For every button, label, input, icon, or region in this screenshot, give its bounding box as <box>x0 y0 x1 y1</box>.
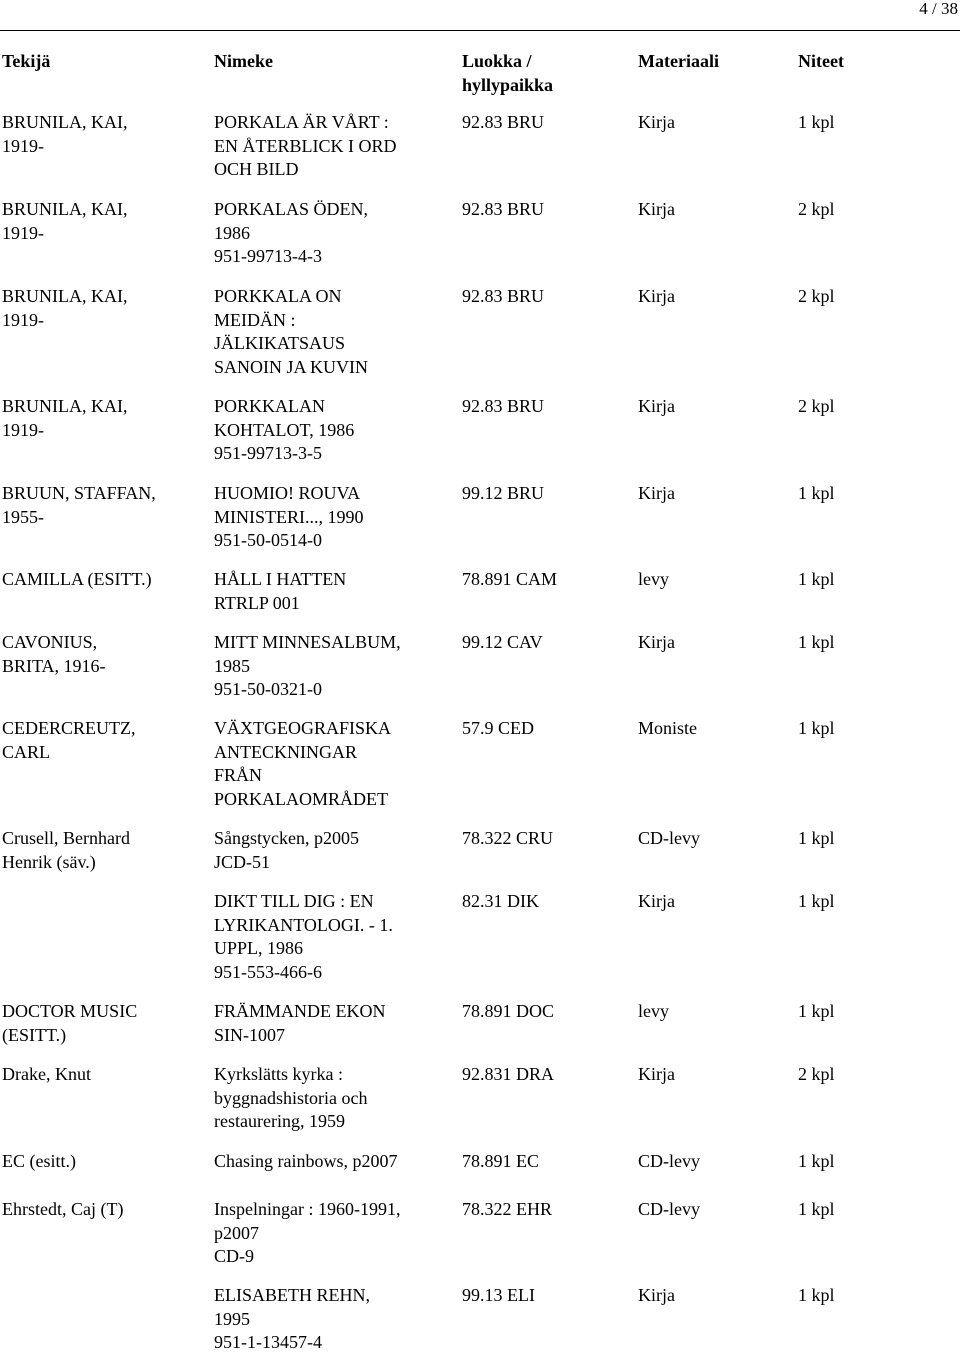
author-cell <box>2 285 202 332</box>
title-cell-line: PORKALA ÄR VÅRT : <box>214 112 389 132</box>
author-cell-line: DOCTOR MUSIC <box>2 1001 138 1021</box>
column-header-title: Nimeke <box>214 51 273 71</box>
material-cell: CD-levy <box>638 828 700 848</box>
material-cell: Moniste <box>638 718 698 738</box>
material-cell: Kirja <box>638 1064 675 1084</box>
material-cell: levy <box>638 569 669 589</box>
author-cell <box>2 827 202 874</box>
title-cell <box>214 285 454 379</box>
material-cell: Kirja <box>638 199 675 219</box>
title-cell-line: KOHTALOT, 1986 <box>214 419 355 440</box>
author-cell-line: BRUNILA, KAI, <box>2 112 128 132</box>
class-cell: 92.83 BRU <box>462 112 545 132</box>
author-cell-line: 1919- <box>2 135 44 156</box>
title-cell-line: SIN-1007 <box>214 1024 285 1045</box>
title-cell-line: SANOIN JA KUVIN <box>214 356 369 377</box>
title-cell <box>214 198 454 269</box>
title-cell-line: 951-50-0514-0 <box>214 530 322 550</box>
author-cell <box>2 1063 202 1087</box>
material-cell: levy <box>638 1001 669 1021</box>
column-header-count: Niteet <box>798 51 844 71</box>
column-header-class <box>462 49 553 97</box>
title-cell-line: PORKALAOMRÅDET <box>214 788 389 809</box>
author-cell <box>2 568 202 592</box>
title-cell-line: JÄLKIKATSAUS <box>214 333 346 353</box>
class-cell: 78.891 DOC <box>462 1001 555 1021</box>
author-cell <box>2 395 202 442</box>
title-cell <box>214 1150 454 1174</box>
author-cell <box>2 717 202 764</box>
author-cell <box>2 1000 202 1047</box>
author-cell-line: (ESITT.) <box>2 1024 67 1045</box>
column-header-material: Materiaali <box>638 51 719 71</box>
author-cell-line: CAVONIUS, <box>2 632 98 652</box>
title-cell-line: restaurering, 1959 <box>214 1111 345 1131</box>
title-cell-line: MINISTERI..., 1990 <box>214 506 364 527</box>
author-cell-line: CEDERCREUTZ, <box>2 718 136 738</box>
title-cell-line: PORKKALA ON <box>214 286 342 306</box>
title-cell-line: 1995 <box>214 1308 250 1329</box>
title-cell-line: VÄXTGEOGRAFISKA <box>214 718 392 738</box>
count-cell: 1 kpl <box>798 483 835 503</box>
author-cell-line: CAMILLA (ESITT.) <box>2 569 152 589</box>
count-cell: 1 kpl <box>798 569 835 589</box>
title-cell-line: OCH BILD <box>214 159 299 179</box>
count-cell: 2 kpl <box>798 286 835 306</box>
count-cell: 2 kpl <box>798 1064 835 1084</box>
column-header-author: Tekijä <box>2 51 51 71</box>
class-cell: 99.12 CAV <box>462 632 543 652</box>
title-cell-line: 951-553-466-6 <box>214 961 322 982</box>
title-cell-line: 951-99713-4-3 <box>214 246 322 266</box>
author-cell-line: Ehrstedt, Caj (T) <box>2 1199 124 1219</box>
page-number: 4 / 38 <box>919 0 958 18</box>
title-cell <box>214 1063 454 1134</box>
title-cell-line: FRÅN <box>214 765 263 785</box>
title-cell-line: MEIDÄN : <box>214 309 296 330</box>
title-cell <box>214 717 454 811</box>
title-cell <box>214 631 454 702</box>
title-cell-line: 1986 <box>214 222 250 243</box>
title-cell <box>214 1000 454 1047</box>
count-cell: 1 kpl <box>798 1285 835 1305</box>
author-cell <box>2 482 202 529</box>
class-cell: 99.12 BRU <box>462 483 545 503</box>
title-cell-line: EN ÅTERBLICK I ORD <box>214 135 397 156</box>
class-cell: 92.83 BRU <box>462 396 545 416</box>
count-cell: 2 kpl <box>798 396 835 416</box>
material-cell: Kirja <box>638 891 675 911</box>
title-cell-line: Chasing rainbows, p2007 <box>214 1151 398 1171</box>
title-cell-line: CD-9 <box>214 1246 254 1266</box>
author-cell <box>2 1150 202 1174</box>
count-cell: 1 kpl <box>798 718 835 738</box>
author-cell-line: Henrik (säv.) <box>2 851 96 872</box>
title-cell <box>214 827 454 874</box>
title-cell <box>214 890 454 984</box>
header-rule <box>0 30 960 31</box>
count-cell: 1 kpl <box>798 891 835 911</box>
table-header <box>0 49 960 97</box>
author-cell-line: BRUUN, STAFFAN, <box>2 483 156 503</box>
class-cell: 92.83 BRU <box>462 199 545 219</box>
title-cell-line: PORKKALAN <box>214 396 326 416</box>
column-header-class-line2: hyllypaikka <box>462 75 554 95</box>
author-cell-line: BRUNILA, KAI, <box>2 199 128 219</box>
title-cell-line: FRÄMMANDE EKON <box>214 1001 386 1021</box>
author-cell-line: 1919- <box>2 419 44 440</box>
title-cell-line: ANTECKNINGAR <box>214 741 357 762</box>
title-cell-line: ELISABETH REHN, <box>214 1285 370 1305</box>
title-cell <box>214 1198 454 1269</box>
material-cell: Kirja <box>638 632 675 652</box>
author-cell-line: Drake, Knut <box>2 1064 91 1084</box>
class-cell: 78.322 CRU <box>462 828 554 848</box>
title-cell-line: 951-99713-3-5 <box>214 443 322 463</box>
count-cell: 2 kpl <box>798 199 835 219</box>
author-cell <box>2 631 202 678</box>
count-cell: 1 kpl <box>798 1001 835 1021</box>
class-cell: 92.83 BRU <box>462 286 545 306</box>
title-cell-line: RTRLP 001 <box>214 592 300 613</box>
title-cell-line: 1985 <box>214 655 250 676</box>
author-cell-line: Crusell, Bernhard <box>2 828 130 848</box>
title-cell <box>214 395 454 466</box>
author-cell <box>2 111 202 158</box>
material-cell: Kirja <box>638 483 675 503</box>
author-cell-line: 1919- <box>2 309 44 330</box>
title-cell <box>214 1284 454 1355</box>
author-cell <box>2 1198 202 1222</box>
title-cell-line: Inspelningar : 1960-1991, <box>214 1199 401 1219</box>
title-cell-line: HÅLL I HATTEN <box>214 569 347 589</box>
material-cell: Kirja <box>638 286 675 306</box>
title-cell <box>214 111 454 182</box>
count-cell: 1 kpl <box>798 1151 835 1171</box>
author-cell-line: 1919- <box>2 222 44 243</box>
title-cell-line: JCD-51 <box>214 851 271 872</box>
material-cell: CD-levy <box>638 1199 700 1219</box>
title-cell <box>214 568 454 615</box>
class-cell: 99.13 ELI <box>462 1285 535 1305</box>
class-cell: 78.891 CAM <box>462 569 558 589</box>
title-cell-line: PORKALAS ÖDEN, <box>214 199 369 219</box>
title-cell-line: Sångstycken, p2005 <box>214 828 359 848</box>
title-cell-line: 951-1-13457-4 <box>214 1332 322 1352</box>
author-cell <box>2 198 202 245</box>
class-cell: 92.831 DRA <box>462 1064 555 1084</box>
class-cell: 78.891 EC <box>462 1151 540 1171</box>
author-cell-line: BRUNILA, KAI, <box>2 286 128 306</box>
author-cell-line: EC (esitt.) <box>2 1151 76 1171</box>
title-cell-line: byggnadshistoria och <box>214 1087 368 1108</box>
title-cell-line: MITT MINNESALBUM, <box>214 632 401 652</box>
count-cell: 1 kpl <box>798 632 835 652</box>
author-cell-line: CARL <box>2 741 51 762</box>
title-cell-line: 951-50-0321-0 <box>214 679 322 699</box>
title-cell-line: p2007 <box>214 1222 259 1243</box>
material-cell: Kirja <box>638 396 675 416</box>
title-cell <box>214 482 454 553</box>
title-cell-line: DIKT TILL DIG : EN <box>214 891 374 911</box>
class-cell: 82.31 DIK <box>462 891 539 911</box>
author-cell-line: 1955- <box>2 506 44 527</box>
title-cell-line: Kyrkslätts kyrka : <box>214 1064 343 1084</box>
material-cell: Kirja <box>638 112 675 132</box>
count-cell: 1 kpl <box>798 1199 835 1219</box>
title-cell-line: LYRIKANTOLOGI. - 1. <box>214 914 393 935</box>
author-cell-line: BRUNILA, KAI, <box>2 396 128 416</box>
count-cell: 1 kpl <box>798 828 835 848</box>
title-cell-line: UPPL, 1986 <box>214 938 304 958</box>
column-header-class-line1: Luokka / <box>462 51 532 71</box>
count-cell: 1 kpl <box>798 112 835 132</box>
class-cell: 57.9 CED <box>462 718 534 738</box>
material-cell: Kirja <box>638 1285 675 1305</box>
author-cell-line: BRITA, 1916- <box>2 655 106 676</box>
title-cell-line: HUOMIO! ROUVA <box>214 483 361 503</box>
material-cell: CD-levy <box>638 1151 700 1171</box>
class-cell: 78.322 EHR <box>462 1199 552 1219</box>
